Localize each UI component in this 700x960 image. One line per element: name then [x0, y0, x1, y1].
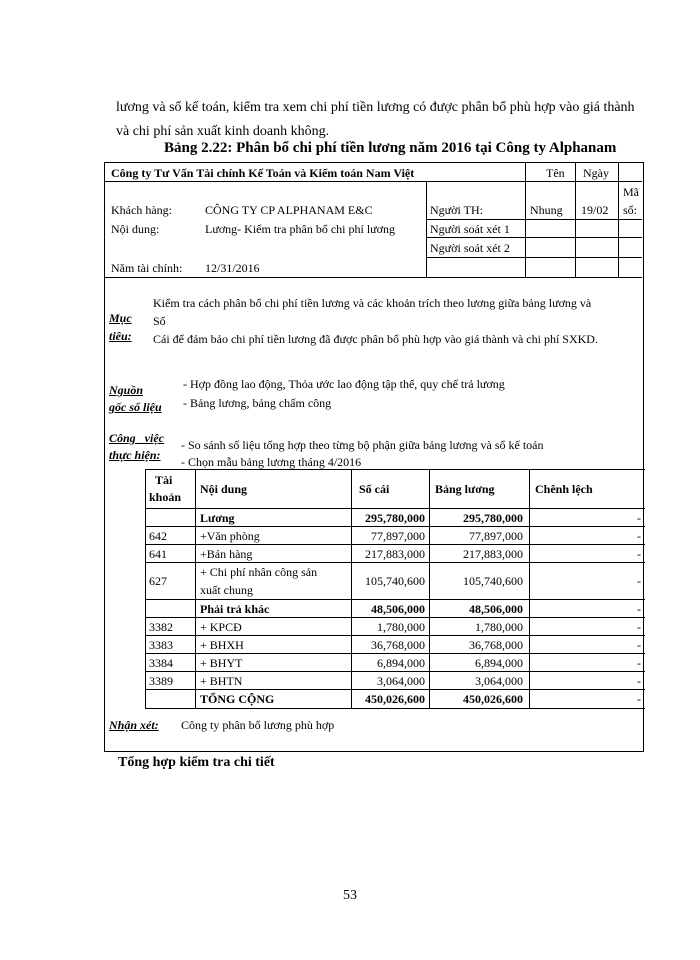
table-cell-ledger: 6,894,000: [377, 656, 425, 670]
company-name: Công ty Tư Vấn Tài chính Kế Toán và Kiểm toán Nam Việt: [111, 166, 415, 180]
table-cell-content: + BHXH: [200, 638, 244, 652]
table-cell-account: 3382: [149, 620, 173, 634]
source-item: - Hợp đồng lao động, Thỏa ước lao động tập thể, quy chế trả lương: [183, 377, 505, 391]
preparer-name: Nhung: [530, 203, 563, 217]
table-cell-payroll: 6,894,000: [475, 656, 523, 670]
table-cell-payroll: 450,026,600: [463, 692, 523, 706]
intro-paragraph: lương và sổ kế toán, kiểm tra xem chi phí tiền lương có được phân bổ phù hợp vào giá thành và chi phí sản xuất kinh doanh không.: [116, 100, 635, 139]
work-item: - So sánh số liệu tổng hợp theo từng bộ phận giữa bảng lương và sổ kế toán: [181, 438, 544, 452]
table-cell-diff: -: [637, 511, 641, 525]
table-cell-diff: -: [637, 602, 641, 616]
table-cell-account: 627: [149, 574, 167, 588]
table-cell-account: 3383: [149, 638, 173, 652]
table-cell-diff: -: [637, 529, 641, 543]
grid-line: [426, 257, 642, 258]
table-cell-payroll: 3,064,000: [475, 674, 523, 688]
table-cell-content: + KPCĐ: [200, 620, 242, 634]
table-cell-content: +Bán hàng: [200, 547, 253, 561]
table-cell-account: 3384: [149, 656, 173, 670]
table-cell-content: + BHTN: [200, 674, 243, 688]
table-cell-diff: -: [637, 692, 641, 706]
table-cell-diff: -: [637, 620, 641, 634]
code-label: Mã: [623, 185, 639, 199]
allocation-table: [145, 469, 645, 715]
grid-line: [618, 163, 619, 277]
grid-line: [426, 237, 642, 238]
content-label: Nội dung:: [111, 222, 160, 236]
source-item: - Bảng lương, bảng chấm công: [183, 396, 332, 410]
reviewer2-label: Người soát xét 2: [430, 241, 510, 255]
table-cell-ledger: 1,780,000: [377, 620, 425, 634]
working-paper-frame: [104, 162, 644, 752]
table-cell-content: TỔNG CỘNG: [200, 692, 275, 706]
table-cell-content: + BHYT: [200, 656, 243, 670]
objective-label: tiêu:: [109, 329, 132, 343]
header-bottom-line: [105, 277, 642, 278]
work-item: - Chọn mẫu bảng lương tháng 4/2016: [181, 455, 362, 469]
table-cell-ledger: 3,064,000: [377, 674, 425, 688]
header-divider: [105, 181, 642, 182]
table-cell-content: Phải trả khác: [200, 602, 270, 616]
content-value: Lương- Kiểm tra phân bổ chi phí lương: [205, 222, 395, 236]
table-cell-account: 641: [149, 547, 167, 561]
table-cell-payroll: 77,897,000: [469, 529, 523, 543]
table-cell-ledger: 77,897,000: [371, 529, 425, 543]
preparer-label: Người TH:: [430, 203, 483, 217]
remark-label: Nhận xét:: [109, 718, 159, 732]
table-cell-diff: -: [637, 547, 641, 561]
grid-line: [525, 163, 526, 277]
table-cell-diff: -: [637, 638, 641, 652]
table-cell-payroll: 217,883,000: [463, 547, 523, 561]
table-cell-ledger: 36,768,000: [371, 638, 425, 652]
preparer-date: 19/02: [581, 203, 609, 217]
fiscal-year-value: 12/31/2016: [205, 261, 260, 275]
col-name-header: Tên: [546, 166, 565, 180]
table-cell-diff: -: [637, 574, 641, 588]
table-cell-payroll: 1,780,000: [475, 620, 523, 634]
table-cell-payroll: 48,506,000: [469, 602, 523, 616]
client-value: CÔNG TY CP ALPHANAM E&C: [205, 203, 373, 217]
table-cell-content: xuất chung: [200, 583, 253, 597]
work-label: Công việc: [109, 431, 164, 445]
table-cell-content: + Chi phí nhân công sản: [200, 565, 318, 579]
grid-line: [426, 181, 427, 277]
section-footer-title: Tổng hợp kiểm tra chi tiết: [118, 755, 275, 770]
remark-text: Công ty phân bổ lương phù hợp: [181, 718, 335, 732]
reviewer1-label: Người soát xét 1: [430, 222, 510, 236]
table-cell-ledger: 105,740,600: [365, 574, 425, 588]
sources-label: gốc số liệu: [109, 400, 162, 414]
table-caption: Bảng 2.22: Phân bổ chi phí tiền lương năm 2016 tại Công ty Alphanam: [164, 140, 617, 156]
col-ledger-header: Sổ cái: [359, 482, 390, 496]
col-diff-header: Chênh lệch: [535, 482, 593, 496]
table-cell-diff: -: [637, 674, 641, 688]
table-cell-account: 642: [149, 529, 167, 543]
table-cell-payroll: 36,768,000: [469, 638, 523, 652]
table-cell-ledger: 48,506,000: [371, 602, 425, 616]
grid-line: [575, 163, 576, 277]
table-cell-ledger: 217,883,000: [365, 547, 425, 561]
col-payroll-header: Bảng lương: [435, 482, 495, 496]
table-cell-diff: -: [637, 656, 641, 670]
table-cell-content: Lương: [200, 511, 235, 525]
table-cell-account: 3389: [149, 674, 173, 688]
page-number: 53: [343, 888, 357, 903]
col-date-header: Ngày: [583, 166, 609, 180]
objective-line: Sổ: [153, 314, 166, 328]
table-cell-content: +Văn phòng: [200, 529, 260, 543]
col-account-header: Tài: [155, 473, 173, 487]
client-label: Khách hàng:: [111, 203, 172, 217]
objective-line: Cái để đảm bảo chi phí tiền lương đã được phân bổ phù hợp vào giá thành và chi phí SXKD.: [153, 332, 598, 346]
objective-line: Kiểm tra cách phân bổ chi phí tiền lương và các khoản trích theo lương giữa bảng lương và: [153, 296, 592, 310]
grid-line: [426, 219, 642, 220]
table-cell-payroll: 105,740,600: [463, 574, 523, 588]
code-label: số:: [623, 203, 638, 217]
table-cell-ledger: 295,780,000: [365, 511, 425, 525]
fiscal-year-label: Năm tài chính:: [111, 261, 183, 275]
table-cell-payroll: 295,780,000: [463, 511, 523, 525]
table-cell-ledger: 450,026,600: [365, 692, 425, 706]
sources-label: Nguồn: [109, 383, 144, 397]
work-label: thực hiện:: [109, 448, 161, 462]
col-content-header: Nội dung: [200, 482, 248, 496]
objective-label: Mục: [109, 311, 132, 325]
col-account-header: khoản: [149, 490, 182, 504]
